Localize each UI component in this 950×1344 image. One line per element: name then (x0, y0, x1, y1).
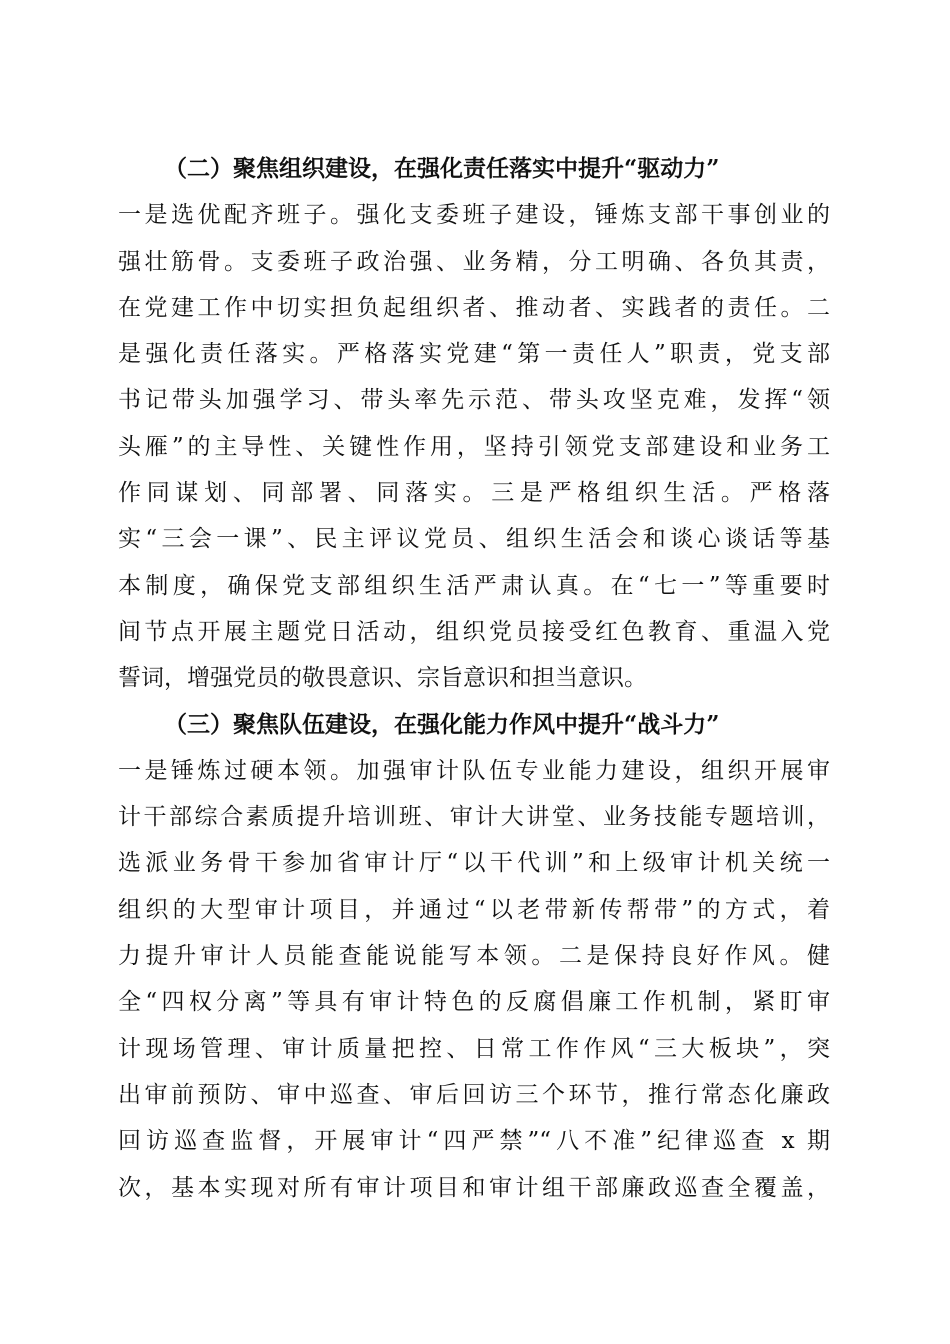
paragraph-line: 头雁”的主导性、关键性作用，坚持引领党支部建设和业务工 (118, 433, 830, 460)
paragraph-line: 回访巡查监督，开展审计“四严禁”“八不准”纪律巡查 x 期 (118, 1128, 830, 1155)
paragraph-line: 一是锤炼过硬本领。加强审计队伍专业能力建设，组织开展审 (118, 757, 830, 784)
paragraph-line: 一是选优配齐班子。强化支委班子建设，锤炼支部干事创业的 (118, 202, 830, 229)
paragraph-line: 出审前预防、审中巡查、审后回访三个环节，推行常态化廉政 (118, 1081, 830, 1108)
paragraph-line: 是强化责任落实。严格落实党建“第一责任人”职责，党支部 (118, 341, 830, 368)
paragraph-line: 本制度，确保党支部组织生活严肃认真。在“七一”等重要时 (118, 572, 830, 599)
paragraph-line: 在党建工作中切实担负起组织者、推动者、实践者的责任。二 (118, 294, 830, 321)
section-three-heading: （三）聚焦队伍建设，在强化能力作风中提升“战斗力” (164, 710, 720, 738)
paragraph-line: 计现场管理、审计质量把控、日常工作作风“三大板块”，突 (118, 1035, 830, 1062)
paragraph-line: 选派业务骨干参加省审计厅“以干代训”和上级审计机关统一 (118, 850, 830, 877)
paragraph-line: 誓词，增强党员的敬畏意识、宗旨意识和担当意识。 (118, 665, 647, 692)
paragraph-line: 间节点开展主题党日活动，组织党员接受红色教育、重温入党 (118, 618, 830, 645)
paragraph-line: 作同谋划、同部署、同落实。三是严格组织生活。严格落 (118, 480, 830, 507)
section-two-heading: （二）聚焦组织建设，在强化责任落实中提升“驱动力” (164, 155, 720, 182)
paragraph-line: 计干部综合素质提升培训班、审计大讲堂、业务技能专题培训， (118, 804, 830, 831)
paragraph-line: 力提升审计人员能查能说能写本领。二是保持良好作风。健 (118, 943, 830, 970)
paragraph-line: 组织的大型审计项目，并通过“以老带新传帮带”的方式，着 (118, 896, 830, 923)
paragraph-line: 次，基本实现对所有审计项目和审计组干部廉政巡查全覆盖， (118, 1174, 830, 1201)
document-body (118, 146, 830, 1211)
paragraph-line: 强壮筋骨。支委班子政治强、业务精，分工明确、各负其责， (118, 248, 830, 275)
paragraph-line: 全“四权分离”等具有审计特色的反腐倡廉工作机制，紧盯审 (118, 989, 830, 1016)
paragraph-line: 书记带头加强学习、带头率先示范、带头攻坚克难，发挥“领 (118, 387, 830, 414)
paragraph-line: 实“三会一课”、民主评议党员、组织生活会和谈心谈话等基 (118, 526, 830, 553)
